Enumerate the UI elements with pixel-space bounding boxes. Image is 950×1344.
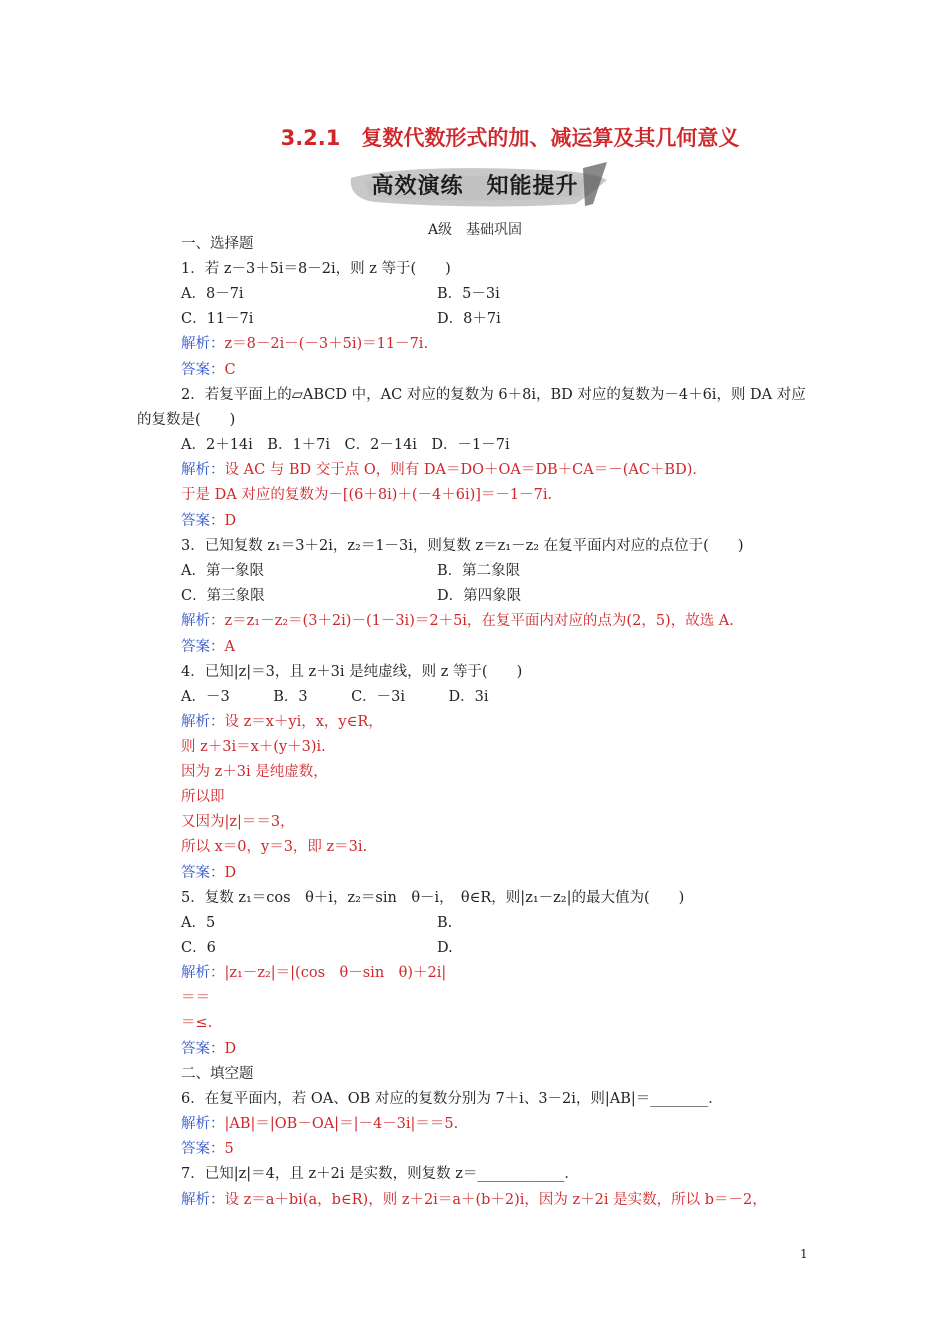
solution-text: ＝≤. [181, 1015, 213, 1031]
solution-line [181, 737, 326, 757]
solution-text: 设 z＝a＋bi(a，b∈R)，则 z＋2i＝a＋(b＋2)i，因为 z＋2i 是实数，所以 b＝－2， [224, 1192, 767, 1208]
solution-label: 解析： [181, 714, 225, 730]
solution-line [181, 1013, 212, 1033]
question-line: 1．若 z－3＋5i＝8－2i，则 z 等于( ) [181, 261, 451, 277]
answer-option: C．第三象限 [181, 588, 265, 604]
question-line: 的复数是( ) [137, 412, 236, 428]
solution-line [181, 511, 236, 531]
answer-option: B．第二象限 [437, 563, 521, 579]
answer-option: D. [437, 940, 453, 956]
solution-text: 又因为|z|＝＝3， [181, 814, 295, 830]
solution-text: z＝8－2i－(－3＋5i)＝11－7i. [224, 336, 429, 352]
question-line: 5．复数 z₁＝cos θ＋i，z₂＝sin θ－i， θ∈R，则|z₁－z₂|的最大值为( ) [181, 890, 685, 906]
solution-text: 所以即 [181, 789, 225, 805]
solution-line [181, 712, 383, 732]
solution-label: 解析： [181, 1192, 225, 1208]
solution-text: z＝z₁－z₂＝(3＋2i)－(1－3i)＝2＋5i，在复平面内对应的点为(2，5)，故选 A. [224, 613, 734, 629]
solution-label: 答案： [181, 1041, 225, 1057]
question-line: 3．已知复数 z₁＝3＋2i，z₂＝1－3i，则复数 z＝z₁－z₂ 在复平面内对应的点位于( ) [181, 538, 744, 554]
solution-text: D [224, 513, 237, 529]
solution-label: 答案： [181, 1141, 225, 1157]
solution-line [181, 1139, 234, 1159]
solution-line [181, 863, 236, 883]
answer-option: B．5－3i [437, 286, 500, 302]
solution-label: 答案： [181, 865, 225, 881]
solution-line [181, 1039, 236, 1059]
solution-label: 解析： [181, 336, 225, 352]
question-line: 7．已知|z|＝4，且 z＋2i 是实数，则复数 z＝____________． [181, 1166, 579, 1182]
question-line: A．2＋14i B．1＋7i C．2－14i D．－1－7i [181, 437, 510, 453]
answer-option: A．第一象限 [181, 563, 264, 579]
answer-option: C．11－7i [181, 311, 254, 327]
solution-line [181, 1114, 458, 1134]
solution-line [181, 334, 428, 354]
solution-label: 答案： [181, 513, 225, 529]
section-banner [345, 160, 613, 212]
solution-text: |z₁－z₂|＝|(cos θ－sin θ)＋2i| [224, 965, 447, 981]
solution-line [181, 460, 707, 480]
solution-line [181, 360, 236, 380]
solution-text: C [224, 362, 236, 378]
solution-label: 解析： [181, 613, 225, 629]
solution-line [181, 963, 446, 983]
solution-text: 5 [224, 1141, 234, 1157]
solution-text: 设 AC 与 BD 交于点 O，则有 DA＝DO＋OA＝DB＋CA＝－(AC＋BD)． [224, 462, 707, 478]
question-line: 2．若复平面上的▱ABCD 中，AC 对应的复数为 6＋8i，BD 对应的复数为－4＋6i，则 DA 对应 [181, 387, 806, 403]
solution-line [181, 1190, 767, 1210]
solution-text: A [224, 639, 235, 655]
solution-line [181, 812, 295, 832]
question-line: 二、填空题 [181, 1066, 254, 1082]
solution-text: D [224, 1041, 237, 1057]
answer-option: D．8＋7i [437, 311, 501, 327]
solution-label: 解析： [181, 965, 225, 981]
solution-line [181, 837, 367, 857]
question-line: A．－3 B．3 C．－3i D．3i [181, 689, 489, 705]
solution-line [181, 988, 210, 1008]
answer-option: A．8－7i [181, 286, 244, 302]
solution-text: 则 z＋3i＝x＋(y＋3)i. [181, 739, 326, 755]
answer-option: D．第四象限 [437, 588, 522, 604]
banner-text: 高效演练 知能提升 [371, 174, 579, 199]
answer-option: B. [437, 915, 453, 931]
solution-text: D [224, 865, 237, 881]
solution-text: ＝＝ [181, 990, 210, 1006]
solution-label: 答案： [181, 639, 225, 655]
page-title: 3.2.1 复数代数形式的加、减运算及其几何意义 [280, 126, 740, 150]
solution-line [181, 787, 225, 807]
solution-line [181, 637, 235, 657]
page-number: 1 [800, 1247, 808, 1261]
solution-text: 设 z＝x＋yi，x，y∈R， [224, 714, 383, 730]
solution-text: |AB|＝|OB－OA|＝|－4－3i|＝＝5. [224, 1116, 459, 1132]
question-line: 4．已知|z|＝3，且 z＋3i 是纯虚线，则 z 等于( ) [181, 664, 523, 680]
solution-text: 所以 x＝0，y＝3，即 z＝3i. [181, 839, 368, 855]
solution-line [181, 485, 552, 505]
answer-option: A．5 [181, 915, 216, 931]
solution-label: 答案： [181, 362, 225, 378]
solution-text: 于是 DA 对应的复数为－[(6＋8i)＋(－4＋6i)]＝－1－7i. [181, 487, 553, 503]
solution-label: 解析： [181, 462, 225, 478]
level-heading: A级 基础巩固 [427, 222, 523, 238]
answer-option: C．6 [181, 940, 216, 956]
question-line: 6．在复平面内，若 OA、OB 对应的复数分别为 7＋i、3－2i，则|AB|＝________． [181, 1091, 723, 1107]
solution-label: 解析： [181, 1116, 225, 1132]
question-line: 一、选择题 [181, 236, 254, 252]
solution-line [181, 762, 328, 782]
solution-text: 因为 z＋3i 是纯虚数， [181, 764, 328, 780]
solution-line [181, 611, 734, 631]
